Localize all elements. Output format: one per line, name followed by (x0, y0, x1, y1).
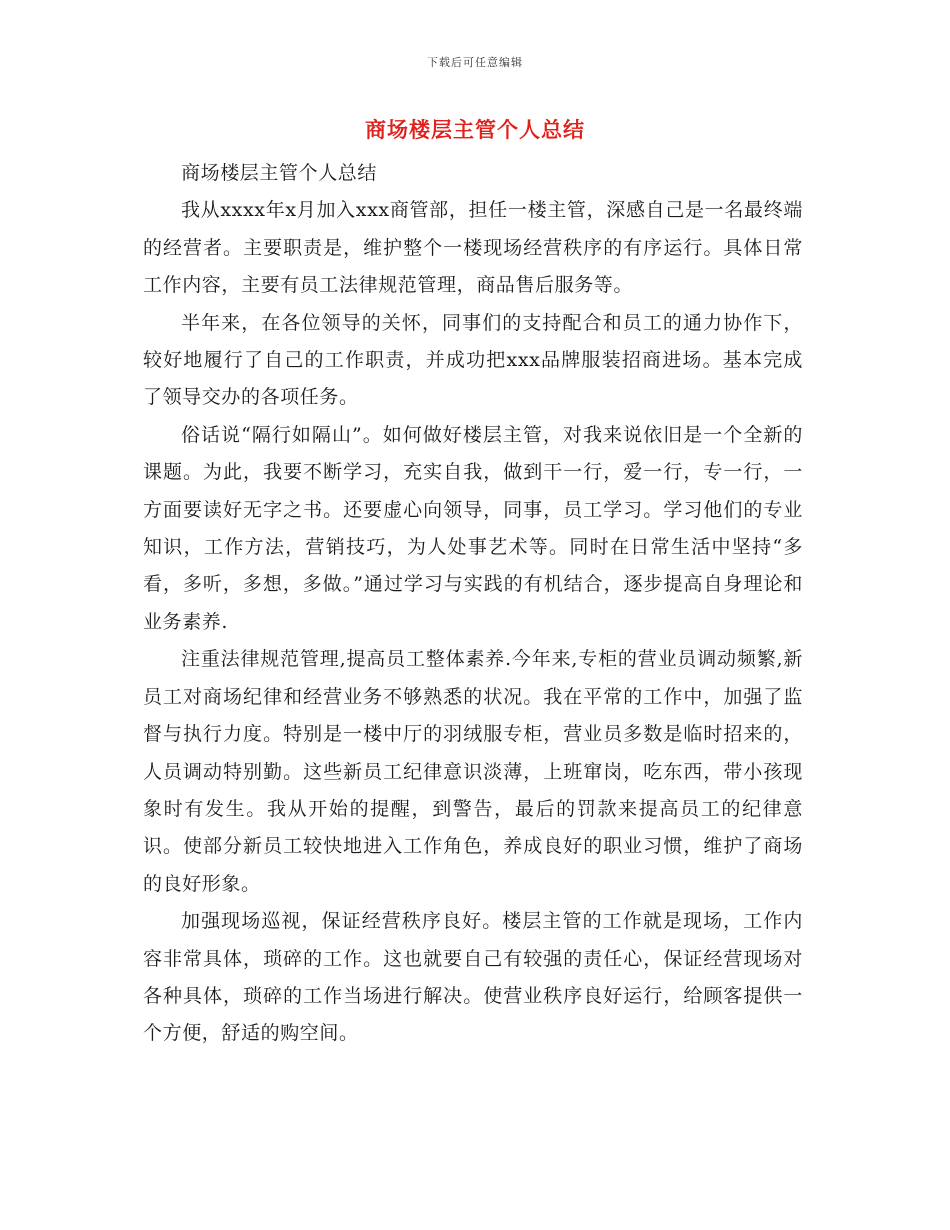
paragraph: 我从xxxx年x月加入xxx商管部，担任一楼主管，深感自己是一名最终端的经营者。主要职责是，维护整个一楼现场经营秩序的有序运行。具体日常工作内容，主要有员工法律规范管理，商品售后服务等。 (143, 199, 803, 297)
paragraph: 俗话说“隔行如隔山”。如何做好楼层主管，对我来说依旧是一个全新的课题。为此，我要不断学习，充实自我，做到干一行，爱一行，专一行，一方面要读好无字之书。还要虚心向领导，同事，员工学习。学习他们的专业知识，工作方法，营销技巧，为人处事艺术等。同时在日常生活中坚持“多看，多听，多想，多做。”通过学习与实践的有机结合，逐步提高自身理论和业务素养. (143, 423, 803, 633)
document-title: 商场楼层主管个人总结 (365, 117, 585, 142)
document-body (143, 155, 803, 1053)
paragraph: 加强现场巡视，保证经营秩序良好。楼层主管的工作就是现场，工作内容非常具体，琐碎的工作。这也就要自己有较强的责任心，保证经营现场对各种具体，琐碎的工作当场进行解决。使营业秩序良好运行，给顾客提供一个方便，舒适的购空间。 (143, 910, 803, 1045)
paragraph: 半年来，在各位领导的关怀，同事们的支持配合和员工的通力协作下，较好地履行了自己的工作职责，并成功把xxx品牌服装招商进场。基本完成了领导交办的各项任务。 (143, 311, 803, 409)
header-note: 下载后可任意编辑 (427, 56, 523, 69)
paragraph: 注重法律规范管理,提高员工整体素养.今年来,专柜的营业员调动频繁,新员工对商场纪律和经营业务不够熟悉的状况。我在平常的工作中，加强了监督与执行力度。特别是一楼中厅的羽绒服专柜，营业员多数是临时招来的，人员调动特别勤。这些新员工纪律意识淡薄，上班窜岗，吃东西，带小孩现象时有发生。我从开始的提醒，到警告，最后的罚款来提高员工的纪律意识。使部分新员工较快地进入工作角色，养成良好的职业习惯，维护了商场的良好形象。 (143, 648, 803, 895)
paragraph-subtitle: 商场楼层主管个人总结 (181, 162, 378, 184)
